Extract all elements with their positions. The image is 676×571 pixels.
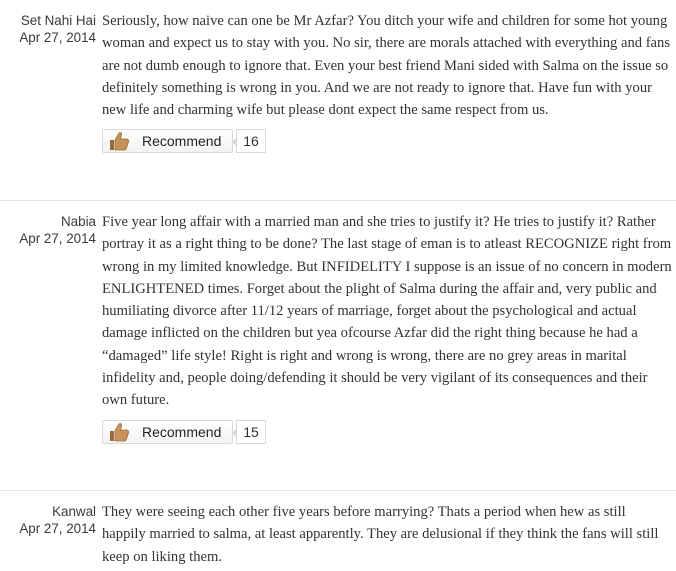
comment-author[interactable]: Set Nahi Hai: [20, 13, 96, 28]
recommend-button[interactable]: [102, 420, 233, 444]
comment-meta: [0, 201, 96, 490]
recommend-label: Recommend: [142, 423, 222, 440]
comment-text: They were seeing each other five years before marrying? Thats a period when hew as still happily married to salma, at least apparently. They are delusional if they think the fans will still keep on liking them.: [102, 504, 659, 565]
comment-date: Apr 27, 2014: [19, 231, 96, 246]
comment-author[interactable]: Kanwal: [52, 504, 96, 519]
recommend-label: Recommend: [142, 133, 222, 150]
comment-actions: [102, 420, 672, 444]
thumbs-up-icon: [108, 421, 130, 443]
recommend-button[interactable]: [102, 129, 233, 153]
comment-item: [0, 0, 676, 201]
comment-body: [96, 0, 676, 200]
comment-text: Seriously, how naive can one be Mr Azfar? You ditch your wife and children for some hot young woman and expect us to stay with you. No sir, there are morals attached with everything and fans are not dumb enough to ignore that. Even your best friend Mani sided with Salma on the issue so definitely something is wrong in you. And we are not ready to ignore that. Have fun with your new life and charming wife but please dont expect the same respect from us.: [102, 13, 671, 119]
comment-meta: [0, 0, 96, 200]
comment-author[interactable]: Nabia: [61, 214, 96, 229]
comment-item: [0, 201, 676, 491]
recommend-count: 16: [236, 129, 266, 153]
comment-text: Five year long affair with a married man and she tries to justify it? He tries to justify it? Rather portray it as a right thing to be done? The last stage of eman is to atleast RECOGNIZE right from wrong in my limited knowledge. But INFIDELITY I suppose is an issue of no concern in modern ENLIGHTENED times. Forget about the plight of Salma during the affair and, very public and humiliating divorce after 11/12 years of marriage, forget about the psychological and actual damage inflicted on the children but yea ofcourse Azfar did the right thing because he had a “damaged” life style! Right is right and wrong is wrong, there are no grey areas in marital infidelity and, people doing/defending it should be very vigilant of its consequences and their own future.: [102, 214, 672, 409]
comment-body: [96, 491, 676, 571]
comment-date: Apr 27, 2014: [19, 30, 96, 45]
comment-body: [96, 201, 676, 490]
thumbs-up-icon: [108, 130, 130, 152]
comment-item: [0, 491, 676, 571]
comment-meta: [0, 491, 96, 571]
comment-actions: [102, 129, 672, 153]
comment-date: Apr 27, 2014: [19, 521, 96, 536]
recommend-count: 15: [236, 420, 266, 444]
